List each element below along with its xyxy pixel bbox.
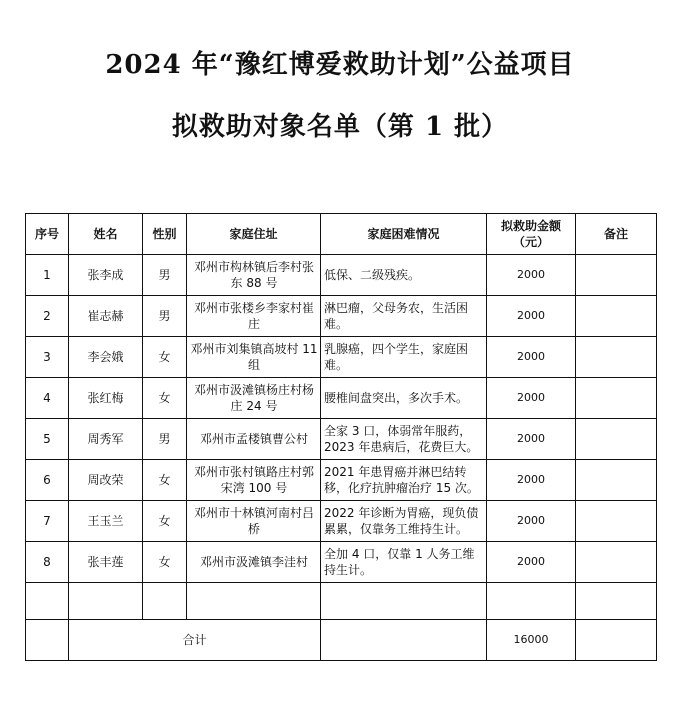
cell-remark xyxy=(576,296,657,337)
cell-remark xyxy=(576,337,657,378)
cell-difficulty: 腰椎间盘突出，多次手术。 xyxy=(321,378,487,419)
cell-gender: 女 xyxy=(143,460,187,501)
total-label: 合计 xyxy=(69,620,321,661)
aid-recipient-table xyxy=(25,213,657,661)
cell-difficulty: 全加 4 口，仅靠 1 人务工维持生计。 xyxy=(321,542,487,583)
cell-address: 邓州市构林镇后李村张东 88 号 xyxy=(187,255,321,296)
cell-name: 张红梅 xyxy=(69,378,143,419)
cell-name: 张丰莲 xyxy=(69,542,143,583)
cell-address: 邓州市汲滩镇李洼村 xyxy=(187,542,321,583)
cell-gender: 女 xyxy=(143,337,187,378)
cell-gender: 女 xyxy=(143,378,187,419)
table-row xyxy=(26,501,657,542)
cell-name: 崔志赫 xyxy=(69,296,143,337)
cell-difficulty: 全家 3 口，体弱常年服药，2023 年患病后，花费巨大。 xyxy=(321,419,487,460)
cell-no: 8 xyxy=(26,542,69,583)
cell-amount: 2000 xyxy=(487,419,576,460)
header-remark: 备注 xyxy=(576,214,657,255)
cell-difficulty: 2021 年患胃癌并淋巴结转移，化疗抗肿瘤治疗 15 次。 xyxy=(321,460,487,501)
table-row xyxy=(26,419,657,460)
cell-amount: 2000 xyxy=(487,255,576,296)
cell-no: 4 xyxy=(26,378,69,419)
cell-address: 邓州市孟楼镇曹公村 xyxy=(187,419,321,460)
cell-address: 邓州市张村镇路庄村郭宋湾 100 号 xyxy=(187,460,321,501)
cell-remark xyxy=(576,255,657,296)
cell-remark xyxy=(576,378,657,419)
cell-name: 周秀军 xyxy=(69,419,143,460)
table-row xyxy=(26,296,657,337)
cell-difficulty: 淋巴瘤，父母务农，生活困难。 xyxy=(321,296,487,337)
cell-gender: 女 xyxy=(143,501,187,542)
cell-amount: 2000 xyxy=(487,460,576,501)
empty-row xyxy=(26,583,657,620)
cell-difficulty: 低保、二级残疾。 xyxy=(321,255,487,296)
header-difficulty: 家庭困难情况 xyxy=(321,214,487,255)
cell-difficulty: 乳腺癌，四个学生，家庭困难。 xyxy=(321,337,487,378)
cell-gender: 女 xyxy=(143,542,187,583)
cell-difficulty: 2022 年诊断为胃癌，现负债累累，仅靠务工维持生计。 xyxy=(321,501,487,542)
cell-address: 邓州市张楼乡李家村崔庄 xyxy=(187,296,321,337)
cell-remark xyxy=(576,460,657,501)
header-address: 家庭住址 xyxy=(187,214,321,255)
cell-amount: 2000 xyxy=(487,542,576,583)
header-name: 姓名 xyxy=(69,214,143,255)
cell-no: 6 xyxy=(26,460,69,501)
cell-name: 李会娥 xyxy=(69,337,143,378)
document-title-line2: 拟救助对象名单（第 1 批） xyxy=(171,112,509,142)
cell-amount: 2000 xyxy=(487,296,576,337)
table-row xyxy=(26,542,657,583)
cell-address: 邓州市刘集镇高坡村 11 组 xyxy=(187,337,321,378)
table-row xyxy=(26,337,657,378)
cell-remark xyxy=(576,501,657,542)
header-gender: 性别 xyxy=(143,214,187,255)
cell-address: 邓州市十林镇河南村吕桥 xyxy=(187,501,321,542)
cell-name: 张李成 xyxy=(69,255,143,296)
cell-gender: 男 xyxy=(143,296,187,337)
cell-no: 2 xyxy=(26,296,69,337)
cell-name: 王玉兰 xyxy=(69,501,143,542)
table-row xyxy=(26,255,657,296)
cell-amount: 2000 xyxy=(487,501,576,542)
table-row xyxy=(26,378,657,419)
cell-remark xyxy=(576,419,657,460)
cell-no: 3 xyxy=(26,337,69,378)
cell-name: 周改荣 xyxy=(69,460,143,501)
cell-no: 1 xyxy=(26,255,69,296)
cell-no: 5 xyxy=(26,419,69,460)
cell-remark xyxy=(576,542,657,583)
document-title-line1: 2024 年“豫红博爱救助计划”公益项目 xyxy=(105,50,575,80)
table-header-row xyxy=(26,214,657,255)
table-row xyxy=(26,460,657,501)
cell-address: 邓州市汲滩镇杨庄村杨庄 24 号 xyxy=(187,378,321,419)
cell-gender: 男 xyxy=(143,419,187,460)
cell-gender: 男 xyxy=(143,255,187,296)
header-amount: 拟救助金额（元） xyxy=(487,214,576,255)
cell-amount: 2000 xyxy=(487,378,576,419)
total-amount: 16000 xyxy=(487,620,576,661)
cell-amount: 2000 xyxy=(487,337,576,378)
header-no: 序号 xyxy=(26,214,69,255)
cell-no: 7 xyxy=(26,501,69,542)
total-row xyxy=(26,620,657,661)
